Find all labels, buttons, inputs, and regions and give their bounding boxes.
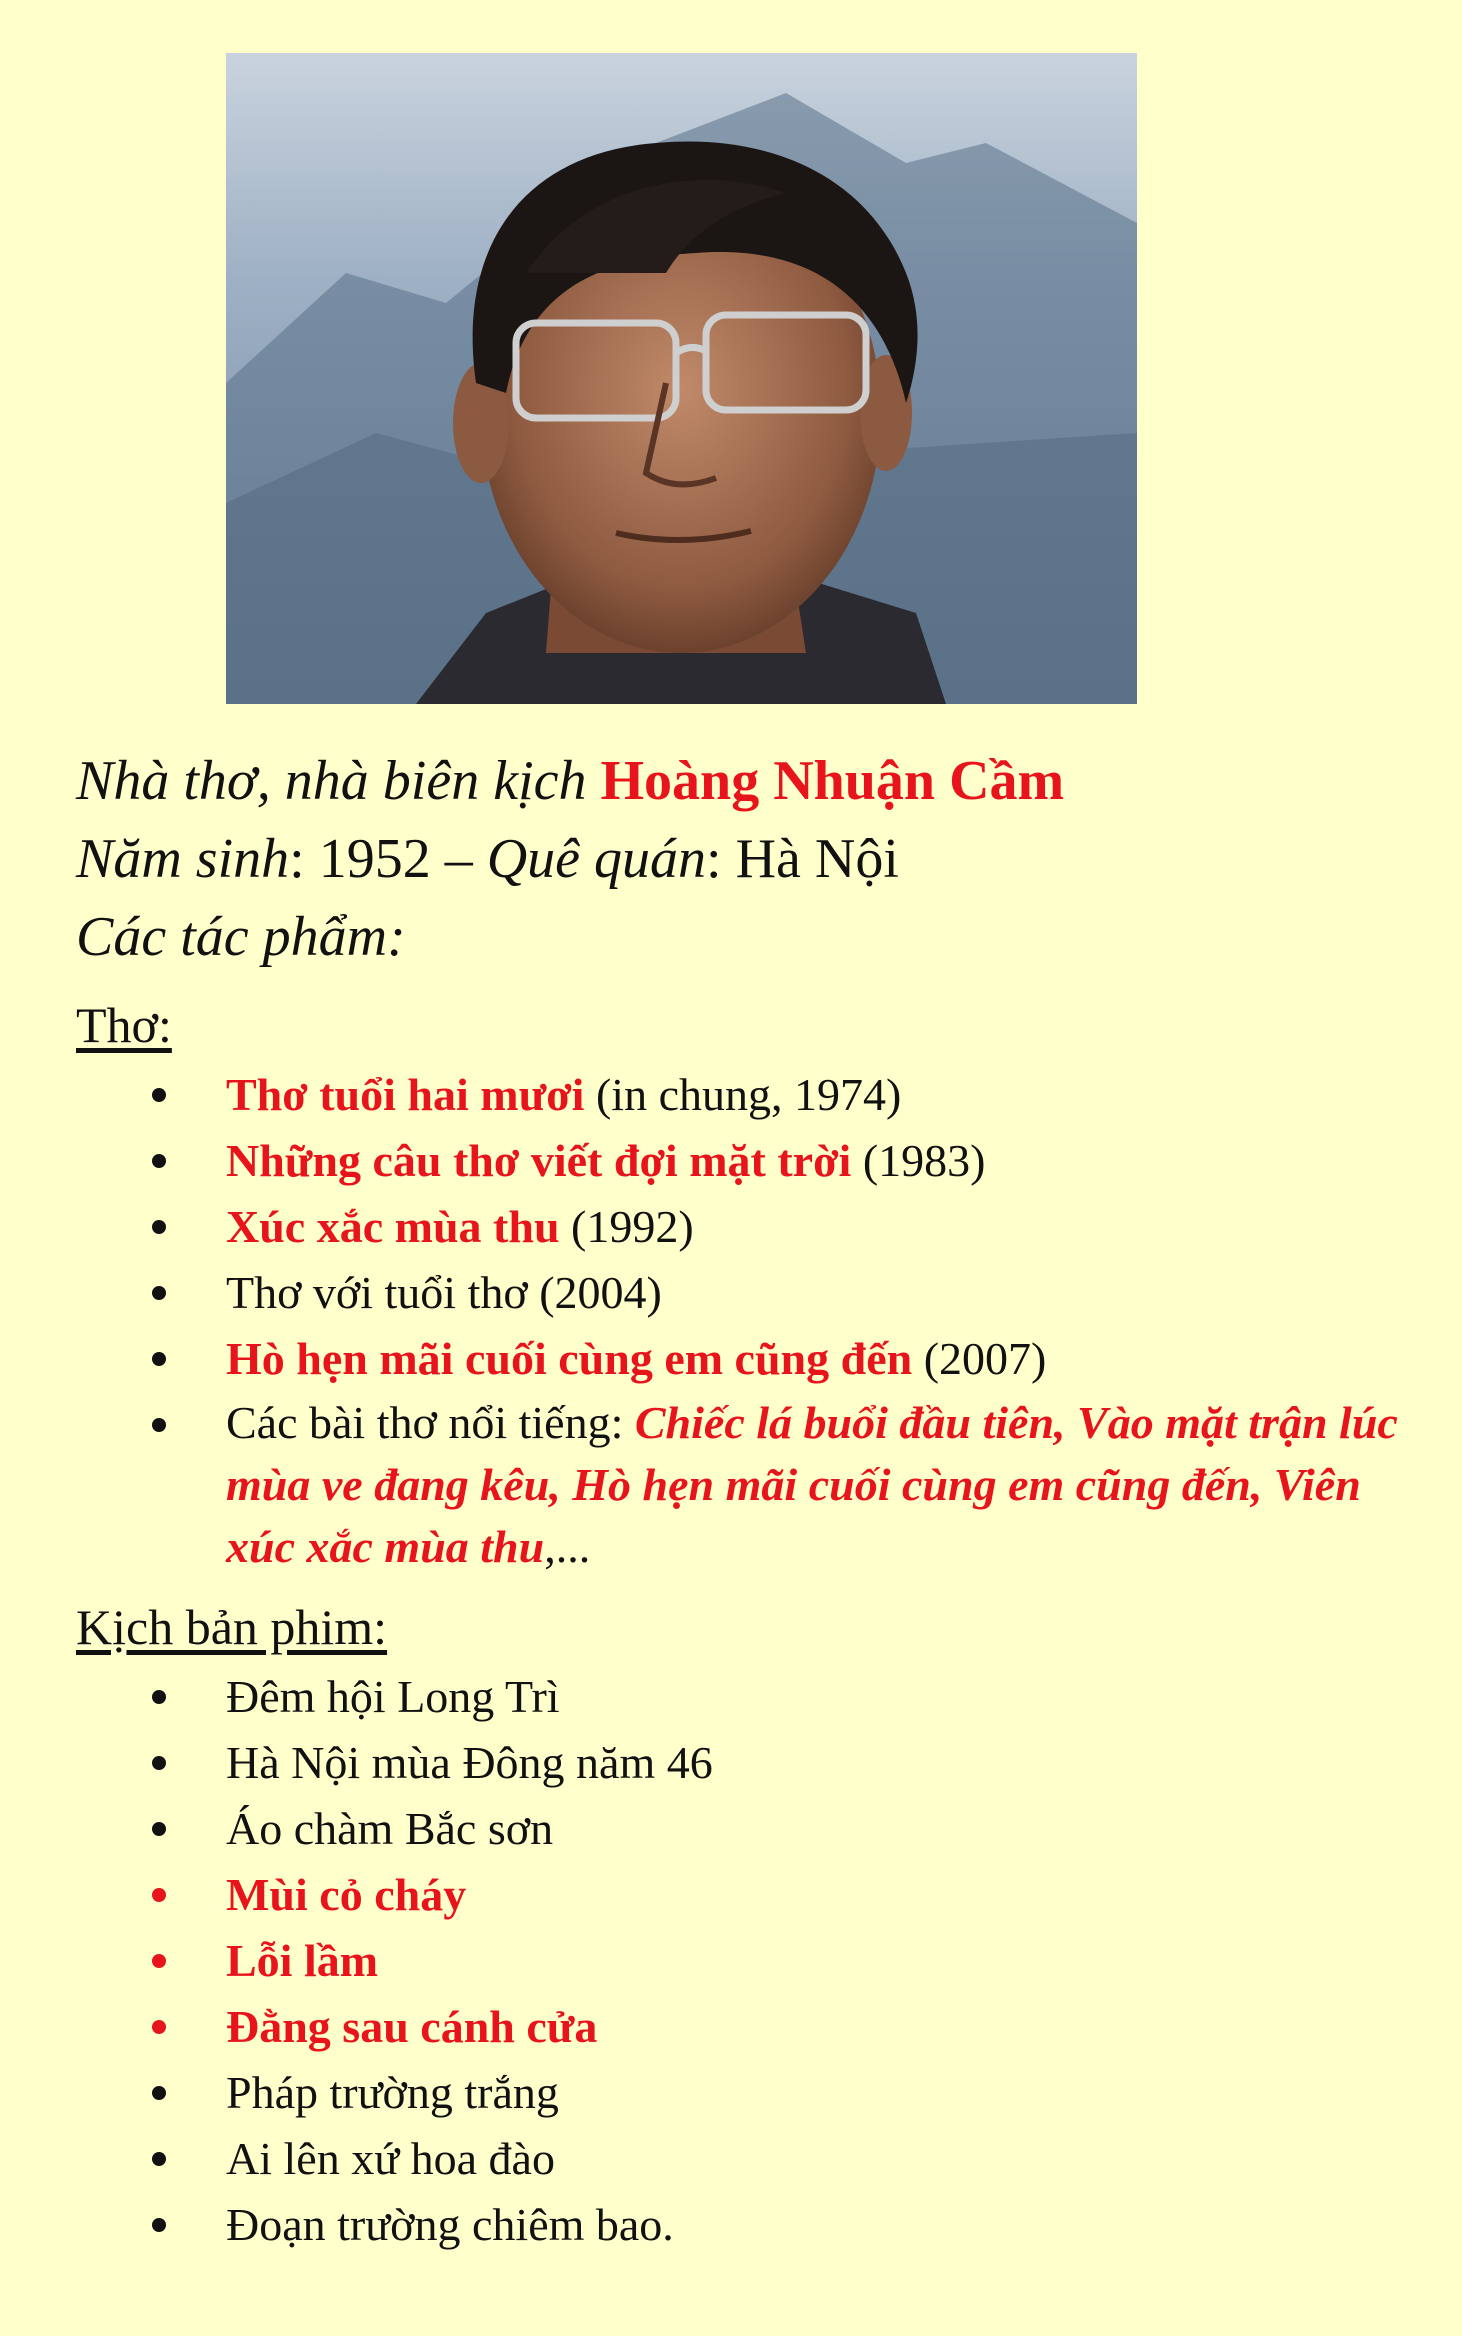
screenplay-item xyxy=(0,1994,1462,2060)
author-role: Nhà thơ, nhà biên kịch xyxy=(76,750,601,812)
bullet-icon xyxy=(152,1088,166,1102)
screenplay-title: Áo chàm Bắc sơn xyxy=(226,1803,554,1854)
famous-poems-suffix: ,... xyxy=(544,1521,591,1572)
screenplay-item xyxy=(0,2126,1462,2192)
bullet-icon xyxy=(152,2218,166,2232)
screenplays-list xyxy=(0,1664,1462,2258)
poetry-section-title: Thơ: xyxy=(76,997,172,1053)
author-name: Hoàng Nhuận Cầm xyxy=(600,750,1065,812)
poetry-note: (2007) xyxy=(912,1333,1047,1384)
bullet-icon xyxy=(152,1954,166,1968)
poetry-note: (in chung, 1974) xyxy=(584,1069,902,1120)
bullet-icon xyxy=(152,1756,166,1770)
screenplay-item xyxy=(0,1664,1462,1730)
screenplay-item xyxy=(0,2060,1462,2126)
hometown-label: Quê quán xyxy=(486,828,707,890)
screenplays-section-title: Kịch bản phim: xyxy=(76,1599,388,1655)
bullet-icon xyxy=(152,1888,166,1902)
works-label: Các tác phẩm: xyxy=(76,906,406,968)
screenplay-title: Lỗi lầm xyxy=(226,1935,379,1986)
screenplay-title: Đằng sau cánh cửa xyxy=(226,2001,598,2052)
famous-poems-titles: Chiếc lá buổi đầu tiên, Vào mặt trận lúc mùa ve đang kêu, Hò hẹn mãi cuối cùng em cũng đến, Viên xúc xắc mùa thu xyxy=(226,1397,1398,1572)
screenplay-title: Đêm hội Long Trì xyxy=(226,1671,560,1722)
poetry-note: (1983) xyxy=(851,1135,986,1186)
bullet-icon xyxy=(152,1418,166,1432)
poetry-item xyxy=(0,1062,1462,1128)
poetry-list xyxy=(0,1062,1462,1578)
famous-poems-label: Các bài thơ nổi tiếng: xyxy=(226,1397,635,1448)
portrait-photo xyxy=(226,53,1137,704)
bullet-icon xyxy=(152,1286,166,1300)
poetry-item xyxy=(0,1194,1462,1260)
birth-value: : 1952 – xyxy=(289,828,487,890)
hometown-value: : Hà Nội xyxy=(706,828,899,890)
screenplay-title: Hà Nội mùa Đông năm 46 xyxy=(226,1737,713,1788)
poetry-item xyxy=(0,1128,1462,1194)
bullet-icon xyxy=(152,2152,166,2166)
birth-label: Năm sinh xyxy=(76,828,290,890)
poetry-note: Thơ với tuổi thơ (2004) xyxy=(226,1267,662,1318)
poetry-title: Những câu thơ viết đợi mặt trời xyxy=(226,1135,852,1186)
screenplay-item xyxy=(0,1928,1462,1994)
screenplay-title: Ai lên xứ hoa đào xyxy=(226,2133,555,2184)
screenplay-item xyxy=(0,1796,1462,1862)
author-intro xyxy=(76,742,1436,976)
bullet-icon xyxy=(152,1690,166,1704)
poetry-title: Hò hẹn mãi cuối cùng em cũng đến xyxy=(226,1333,913,1384)
screenplay-item xyxy=(0,2192,1462,2258)
bullet-icon xyxy=(152,1220,166,1234)
poetry-title: Thơ tuổi hai mươi xyxy=(226,1069,585,1120)
screenplay-title: Mùi cỏ cháy xyxy=(226,1869,467,1920)
bullet-icon xyxy=(152,1352,166,1366)
poetry-item xyxy=(0,1260,1462,1326)
bullet-icon xyxy=(152,2086,166,2100)
poetry-note: (1992) xyxy=(559,1201,694,1252)
poetry-item xyxy=(0,1326,1462,1392)
author-title-line xyxy=(76,742,1436,820)
famous-poems-item xyxy=(0,1392,1462,1578)
screenplay-item xyxy=(0,1862,1462,1928)
bullet-icon xyxy=(152,1822,166,1836)
screenplay-title: Pháp trường trắng xyxy=(226,2067,559,2118)
screenplay-item xyxy=(0,1730,1462,1796)
poetry-title: Xúc xắc mùa thu xyxy=(226,1201,560,1252)
author-birth-line xyxy=(76,820,1436,898)
bullet-icon xyxy=(152,2020,166,2034)
bullet-icon xyxy=(152,1154,166,1168)
screenplay-title: Đoạn trường chiêm bao. xyxy=(226,2199,674,2250)
